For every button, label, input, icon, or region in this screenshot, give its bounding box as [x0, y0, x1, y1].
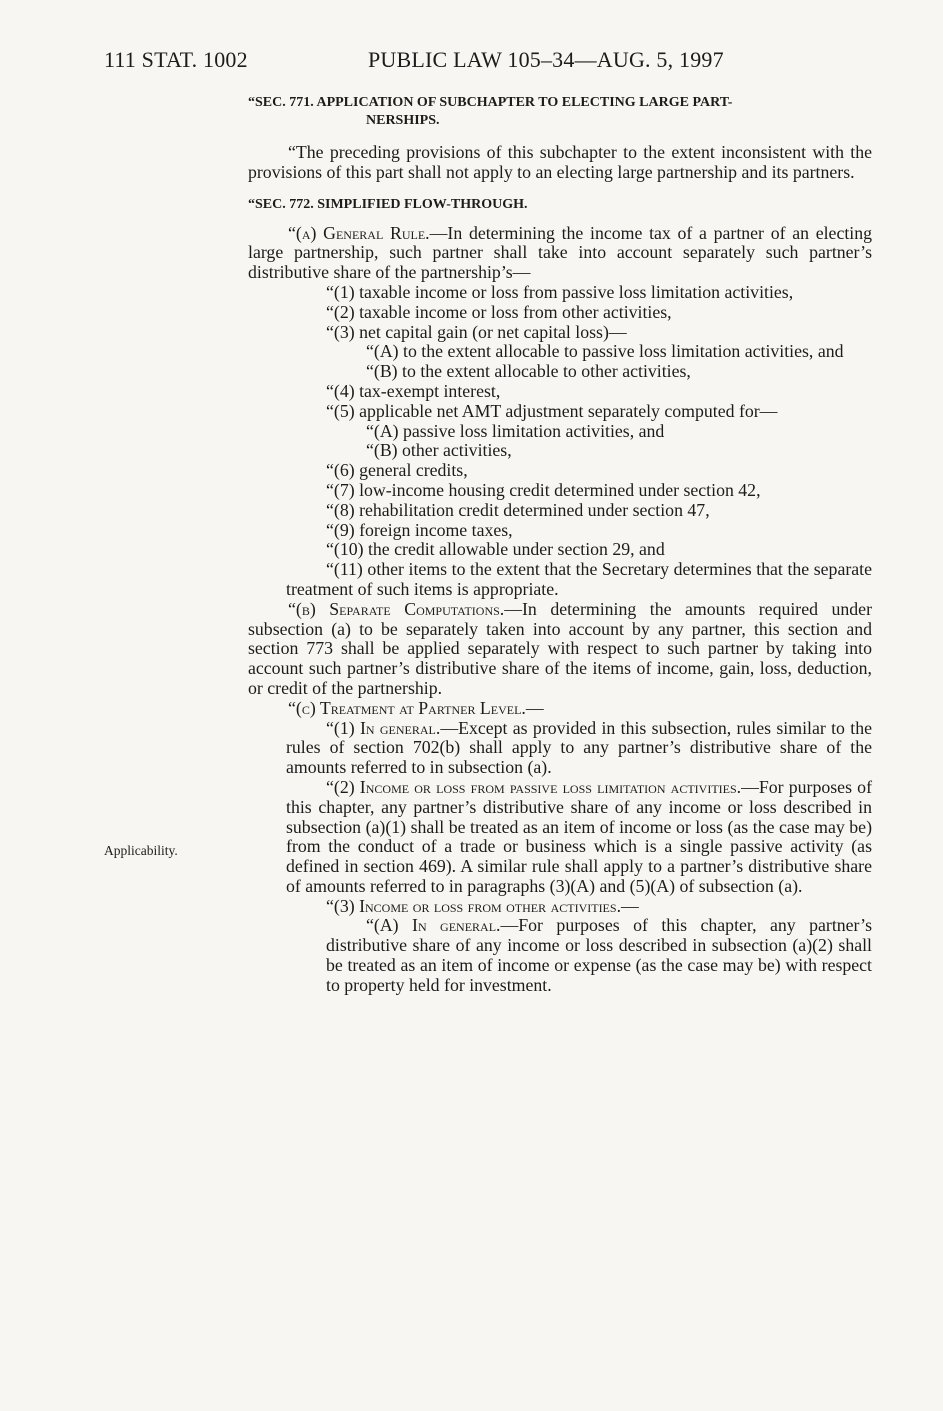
- section-771-heading-line-2: NERSHIPS.: [366, 113, 440, 128]
- subsection-c-heading: [248, 699, 872, 719]
- paragraph-10: “(10) the credit allowable under section 29, and: [326, 539, 665, 560]
- statute-body: [248, 94, 872, 996]
- paragraph-6: “(6) general credits,: [326, 460, 468, 481]
- subsection-a-label: “(a) General Rule.: [288, 222, 430, 243]
- subsection-b-label: “(b) Separate Computations.: [288, 598, 505, 619]
- section-771-heading: [248, 94, 872, 130]
- paragraph-9: “(9) foreign income taxes,: [326, 519, 513, 540]
- c3a-text: —For purposes of this chapter, any partner’s distributive share of any income or loss described in subsection (a)(2) shall be treated as an item of income or expense (as the case may be) with respect to property held for investment.: [326, 915, 872, 995]
- paragraph-7: “(7) low-income housing credit determined under section 42,: [326, 479, 761, 500]
- subsection-c-paragraph-3a: [248, 916, 872, 995]
- c2-label: “(2) Income or loss from passive loss limitation activities.: [326, 776, 742, 797]
- paragraph-5: “(5) applicable net AMT adjustment separately computed for—: [326, 400, 778, 421]
- subsection-a-text: —In determining the income tax of a partner of an electing large partnership, such partner shall take into account separately such partner’s distributive share of the partnership’s—: [248, 222, 872, 283]
- subsection-c-label: “(c) Treatment at Partner Level.—: [288, 697, 544, 718]
- margin-note: Applicability.: [104, 843, 178, 858]
- running-header: PUBLIC LAW 105–34—AUG. 5, 1997: [368, 47, 724, 72]
- paragraph-11: “(11) other items to the extent that the Secretary determines that the separate treatment of such items is appropriate.: [286, 559, 872, 599]
- subsection-c-paragraph-1: [248, 719, 872, 778]
- subsection-c-paragraph-2: [248, 778, 872, 897]
- c1-text: —Except as provided in this subsection, rules similar to the rules of section 702(b) shall apply to any partner’s distributive share of the amounts referred to in subsection (a).: [286, 717, 872, 778]
- c3a-label: “(A) In general.: [366, 915, 501, 936]
- subsection-b-text: —In determining the amounts required under subsection (a) to be separately taken into account by any partner, this section and section 773 shall be applied separately with respect to such partner by taking into account such partner’s distributive share of the items of income, gain, loss, deduction, or credit of the partnership.: [248, 598, 872, 698]
- paragraph-2: “(2) taxable income or loss from other activities,: [326, 301, 672, 322]
- paragraph-8: “(8) rehabilitation credit determined under section 47,: [326, 499, 710, 520]
- c2-text: —For purposes of this chapter, any partner’s distributive share of any income or loss described in subsection (a)(1) shall be treated as an item of income or loss (as the case may be) from the conduct of a trade or business which is a single passive activity (as defined in section 469). A similar rule shall apply to a partner’s distributive share of amounts referred to in paragraphs (3)(A) and (5)(A) of subsection (a).: [286, 776, 872, 896]
- paragraph-3: “(3) net capital gain (or net capital loss)—: [326, 321, 627, 342]
- page-stat-number: 111 STAT. 1002: [104, 47, 248, 72]
- section-772-heading: “SEC. 772. SIMPLIFIED FLOW-THROUGH.: [248, 196, 528, 212]
- c3-label: “(3) Income or loss from other activities.—: [326, 895, 639, 916]
- c1-label: “(1) In general.: [326, 717, 441, 738]
- paragraph-1: “(1) taxable income or loss from passive loss limitation activities,: [326, 281, 794, 302]
- subparagraph-3b: “(B) to the extent allocable to other activities,: [366, 361, 691, 382]
- subsection-b: [248, 600, 872, 699]
- subsection-a: [248, 224, 872, 283]
- paragraph-4: “(4) tax-exempt interest,: [326, 380, 501, 401]
- subsection-c-paragraph-3: [248, 897, 872, 917]
- subparagraph-5b: “(B) other activities,: [366, 440, 512, 461]
- subparagraph-3a: “(A) to the extent allocable to passive loss limitation activities, and: [366, 341, 844, 362]
- section-771-heading-line-1: “SEC. 771. APPLICATION OF SUBCHAPTER TO ELECTING LARGE PART-: [248, 95, 733, 110]
- subparagraph-5a: “(A) passive loss limitation activities, and: [366, 420, 665, 441]
- section-771-text: “The preceding provisions of this subchapter to the extent inconsistent with the provisions of this part shall not apply to an electing large partnership and its partners.: [248, 142, 872, 182]
